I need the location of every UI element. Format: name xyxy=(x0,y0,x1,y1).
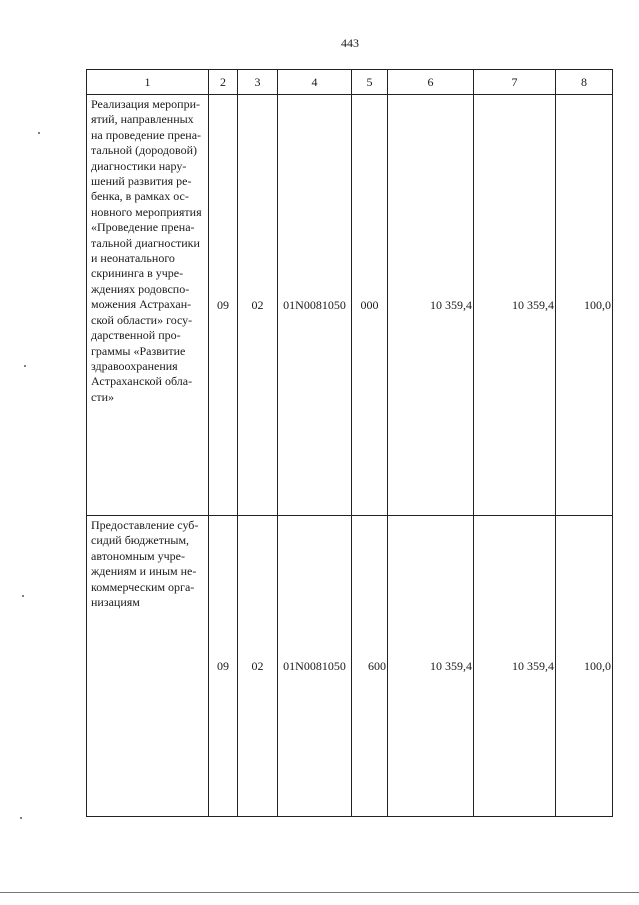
scan-speck xyxy=(20,817,22,819)
row-actual-amount: 10 359,4 xyxy=(474,516,556,817)
header-col-6: 6 xyxy=(388,70,474,95)
row-expense-type: 600 xyxy=(352,516,388,817)
header-col-5: 5 xyxy=(352,70,388,95)
row-description: Предоставление суб- сидий бюджетным, автономным учре- ждениям и иным не- коммерческим орга- низациям xyxy=(87,516,209,817)
table-row xyxy=(87,95,613,516)
header-col-4: 4 xyxy=(278,70,352,95)
budget-table xyxy=(86,69,613,817)
row-section-code: 09 xyxy=(209,95,238,516)
page-number: 443 xyxy=(341,36,359,50)
row-percent: 100,0 xyxy=(556,516,613,817)
table-row xyxy=(87,516,613,817)
scan-speck xyxy=(24,365,26,367)
header-col-7: 7 xyxy=(474,70,556,95)
scan-edge-line xyxy=(0,892,639,893)
row-target-article: 01N0081050 xyxy=(278,95,352,516)
row-percent: 100,0 xyxy=(556,95,613,516)
header-col-2: 2 xyxy=(209,70,238,95)
row-expense-type: 000 xyxy=(352,95,388,516)
scan-speck xyxy=(38,132,40,134)
row-subsection-code: 02 xyxy=(238,516,278,817)
scan-speck xyxy=(22,595,24,597)
row-actual-amount: 10 359,4 xyxy=(474,95,556,516)
header-col-1: 1 xyxy=(87,70,209,95)
row-section-code: 09 xyxy=(209,516,238,817)
row-subsection-code: 02 xyxy=(238,95,278,516)
header-col-8: 8 xyxy=(556,70,613,95)
table-header-row xyxy=(87,70,613,95)
row-description: Реализация меропри- ятий, направленных на проведение прена- тальной (дородовой) диагностики нару- шений развития ре- бенка, в рамках ос- новного мероприятия «Проведение прена- тальной диагностики и неонатального скрининга в учре- ждениях родовспо- можения Астрахан- ской области» госу- дарственной про- граммы «Развитие здравоохранения Астраханской обла- сти» xyxy=(87,95,209,516)
row-planned-amount: 10 359,4 xyxy=(388,95,474,516)
row-planned-amount: 10 359,4 xyxy=(388,516,474,817)
row-target-article: 01N0081050 xyxy=(278,516,352,817)
header-col-3: 3 xyxy=(238,70,278,95)
